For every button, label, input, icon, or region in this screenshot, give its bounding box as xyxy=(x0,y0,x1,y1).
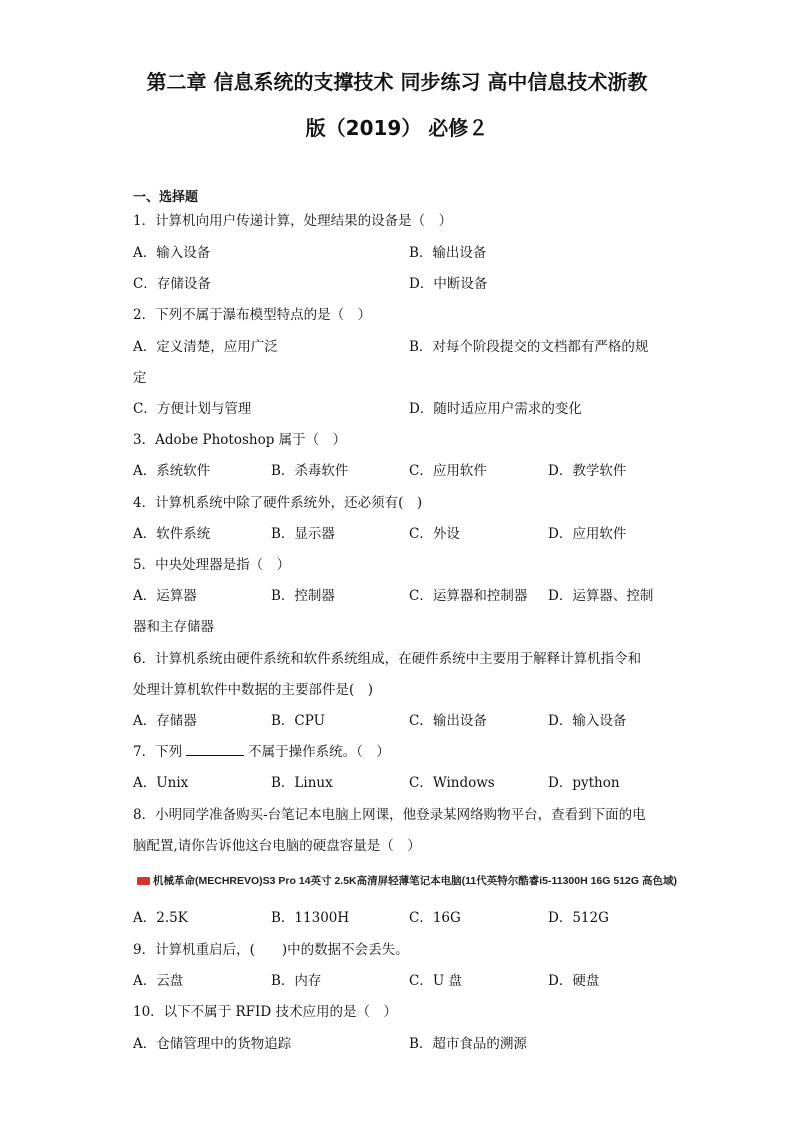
question-4-option-c: C．外设 xyxy=(409,526,460,542)
question-8-option-d: D．512G xyxy=(548,910,609,926)
question-5-option-a: A．运算器 xyxy=(133,588,197,604)
section-heading: 一、选择题 xyxy=(133,190,199,205)
question-1-option-c: C．存储设备 xyxy=(133,276,211,292)
question-6-stem-line-1: 6．计算机系统由硬件系统和软件系统组成，在硬件系统中主要用于解释计算机指令和 xyxy=(133,651,642,667)
question-4-stem: 4．计算机系统中除了硬件系统外，还必须有( ) xyxy=(133,495,423,511)
question-1-option-a: A．输入设备 xyxy=(133,245,211,261)
question-9-option-d: D．硬盘 xyxy=(548,973,600,989)
question-2-stem: 2．下列不属于瀑布模型特点的是（ ） xyxy=(133,307,372,323)
question-5-stem: 5．中央处理器是指（ ） xyxy=(133,557,291,573)
question-6-stem-line-2: 处理计算机软件中数据的主要部件是( ) xyxy=(133,682,374,698)
question-8-option-c: C．16G xyxy=(409,910,461,926)
question-7-option-d: D．python xyxy=(548,775,620,791)
document-title-line-1: 第二章 信息系统的支撑技术 同步练习 高中信息技术浙教 xyxy=(146,70,648,94)
question-10-option-a: A．仓储管理中的货物追踪 xyxy=(133,1036,292,1052)
question-3-option-b: B．杀毒软件 xyxy=(271,463,349,479)
question-1-option-d: D．中断设备 xyxy=(409,276,488,292)
question-6-option-b: B．CPU xyxy=(271,713,325,729)
question-2-option-a: A．定义清楚，应用广泛 xyxy=(133,339,278,355)
question-5-option-b: B．控制器 xyxy=(271,588,335,604)
question-3-option-a: A．系统软件 xyxy=(133,463,211,479)
question-2-option-b-continued: 定 xyxy=(133,370,147,386)
question-10-option-b: B．超市食品的溯源 xyxy=(409,1036,527,1052)
question-8-stem-line-2: 脑配置,请你告诉他这台电脑的硬盘容量是（ ） xyxy=(133,838,421,854)
question-5-option-c: C．运算器和控制器 xyxy=(409,588,528,604)
question-1-stem: 1．计算机向用户传递计算，处理结果的设备是（ ） xyxy=(133,213,453,229)
question-9-stem: 9．计算机重启后，( )中的数据不会丢失。 xyxy=(133,942,409,958)
question-7-stem-suffix: 不属于操作系统。（ ） xyxy=(248,744,390,760)
question-4-option-a: A．软件系统 xyxy=(133,526,211,542)
question-6-option-a: A．存储器 xyxy=(133,713,197,729)
question-8-option-a: A．2.5K xyxy=(133,910,188,926)
question-2-option-b: B．对每个阶段提交的文档都有严格的规 xyxy=(409,339,649,355)
question-7-option-a: A．Unix xyxy=(133,775,189,791)
question-2-option-c: C．方便计划与管理 xyxy=(133,401,252,417)
question-2-option-d: D．随时适应用户需求的变化 xyxy=(409,401,582,417)
shop-badge-icon xyxy=(137,877,150,885)
question-3-stem: 3．Adobe Photoshop 属于（ ） xyxy=(133,432,347,448)
question-10-stem: 10．以下不属于 RFID 技术应用的是（ ） xyxy=(133,1004,397,1020)
question-7-option-c: C．Windows xyxy=(409,775,495,791)
question-4-option-b: B．显示器 xyxy=(271,526,335,542)
question-5-option-d: D．运算器、控制 xyxy=(548,588,654,604)
question-9-option-c: C．U 盘 xyxy=(409,973,462,989)
question-7-stem-prefix: 7．下列 xyxy=(133,744,183,760)
question-5-option-d-continued: 器和主存储器 xyxy=(133,619,214,635)
question-8-stem-line-1: 8．小明同学准备购买-台笔记本电脑上网课，他登录某网络购物平台，查看到下面的电 xyxy=(133,807,646,823)
question-8-option-b: B．11300H xyxy=(271,910,350,926)
question-6-option-c: C．输出设备 xyxy=(409,713,487,729)
question-7-option-b: B．Linux xyxy=(271,775,333,791)
question-4-option-d: D．应用软件 xyxy=(548,526,627,542)
question-7-stem xyxy=(133,743,390,761)
product-title: 机械革命(MECHREVO)S3 Pro 14英寸 2.5K高清屏轻薄笔记本电脑(11代英特尔酷睿i5-11300H 16G 512G 高色域) xyxy=(153,875,677,887)
question-3-option-c: C．应用软件 xyxy=(409,463,487,479)
document-title-line-2: 版（2019） 必修２ xyxy=(305,116,489,140)
question-3-option-d: D．教学软件 xyxy=(548,463,627,479)
answer-blank xyxy=(186,743,244,756)
question-6-option-d: D．输入设备 xyxy=(548,713,627,729)
question-9-option-b: B．内存 xyxy=(271,973,322,989)
question-1-option-b: B．输出设备 xyxy=(409,245,487,261)
product-listing xyxy=(137,873,677,888)
question-9-option-a: A．云盘 xyxy=(133,973,184,989)
